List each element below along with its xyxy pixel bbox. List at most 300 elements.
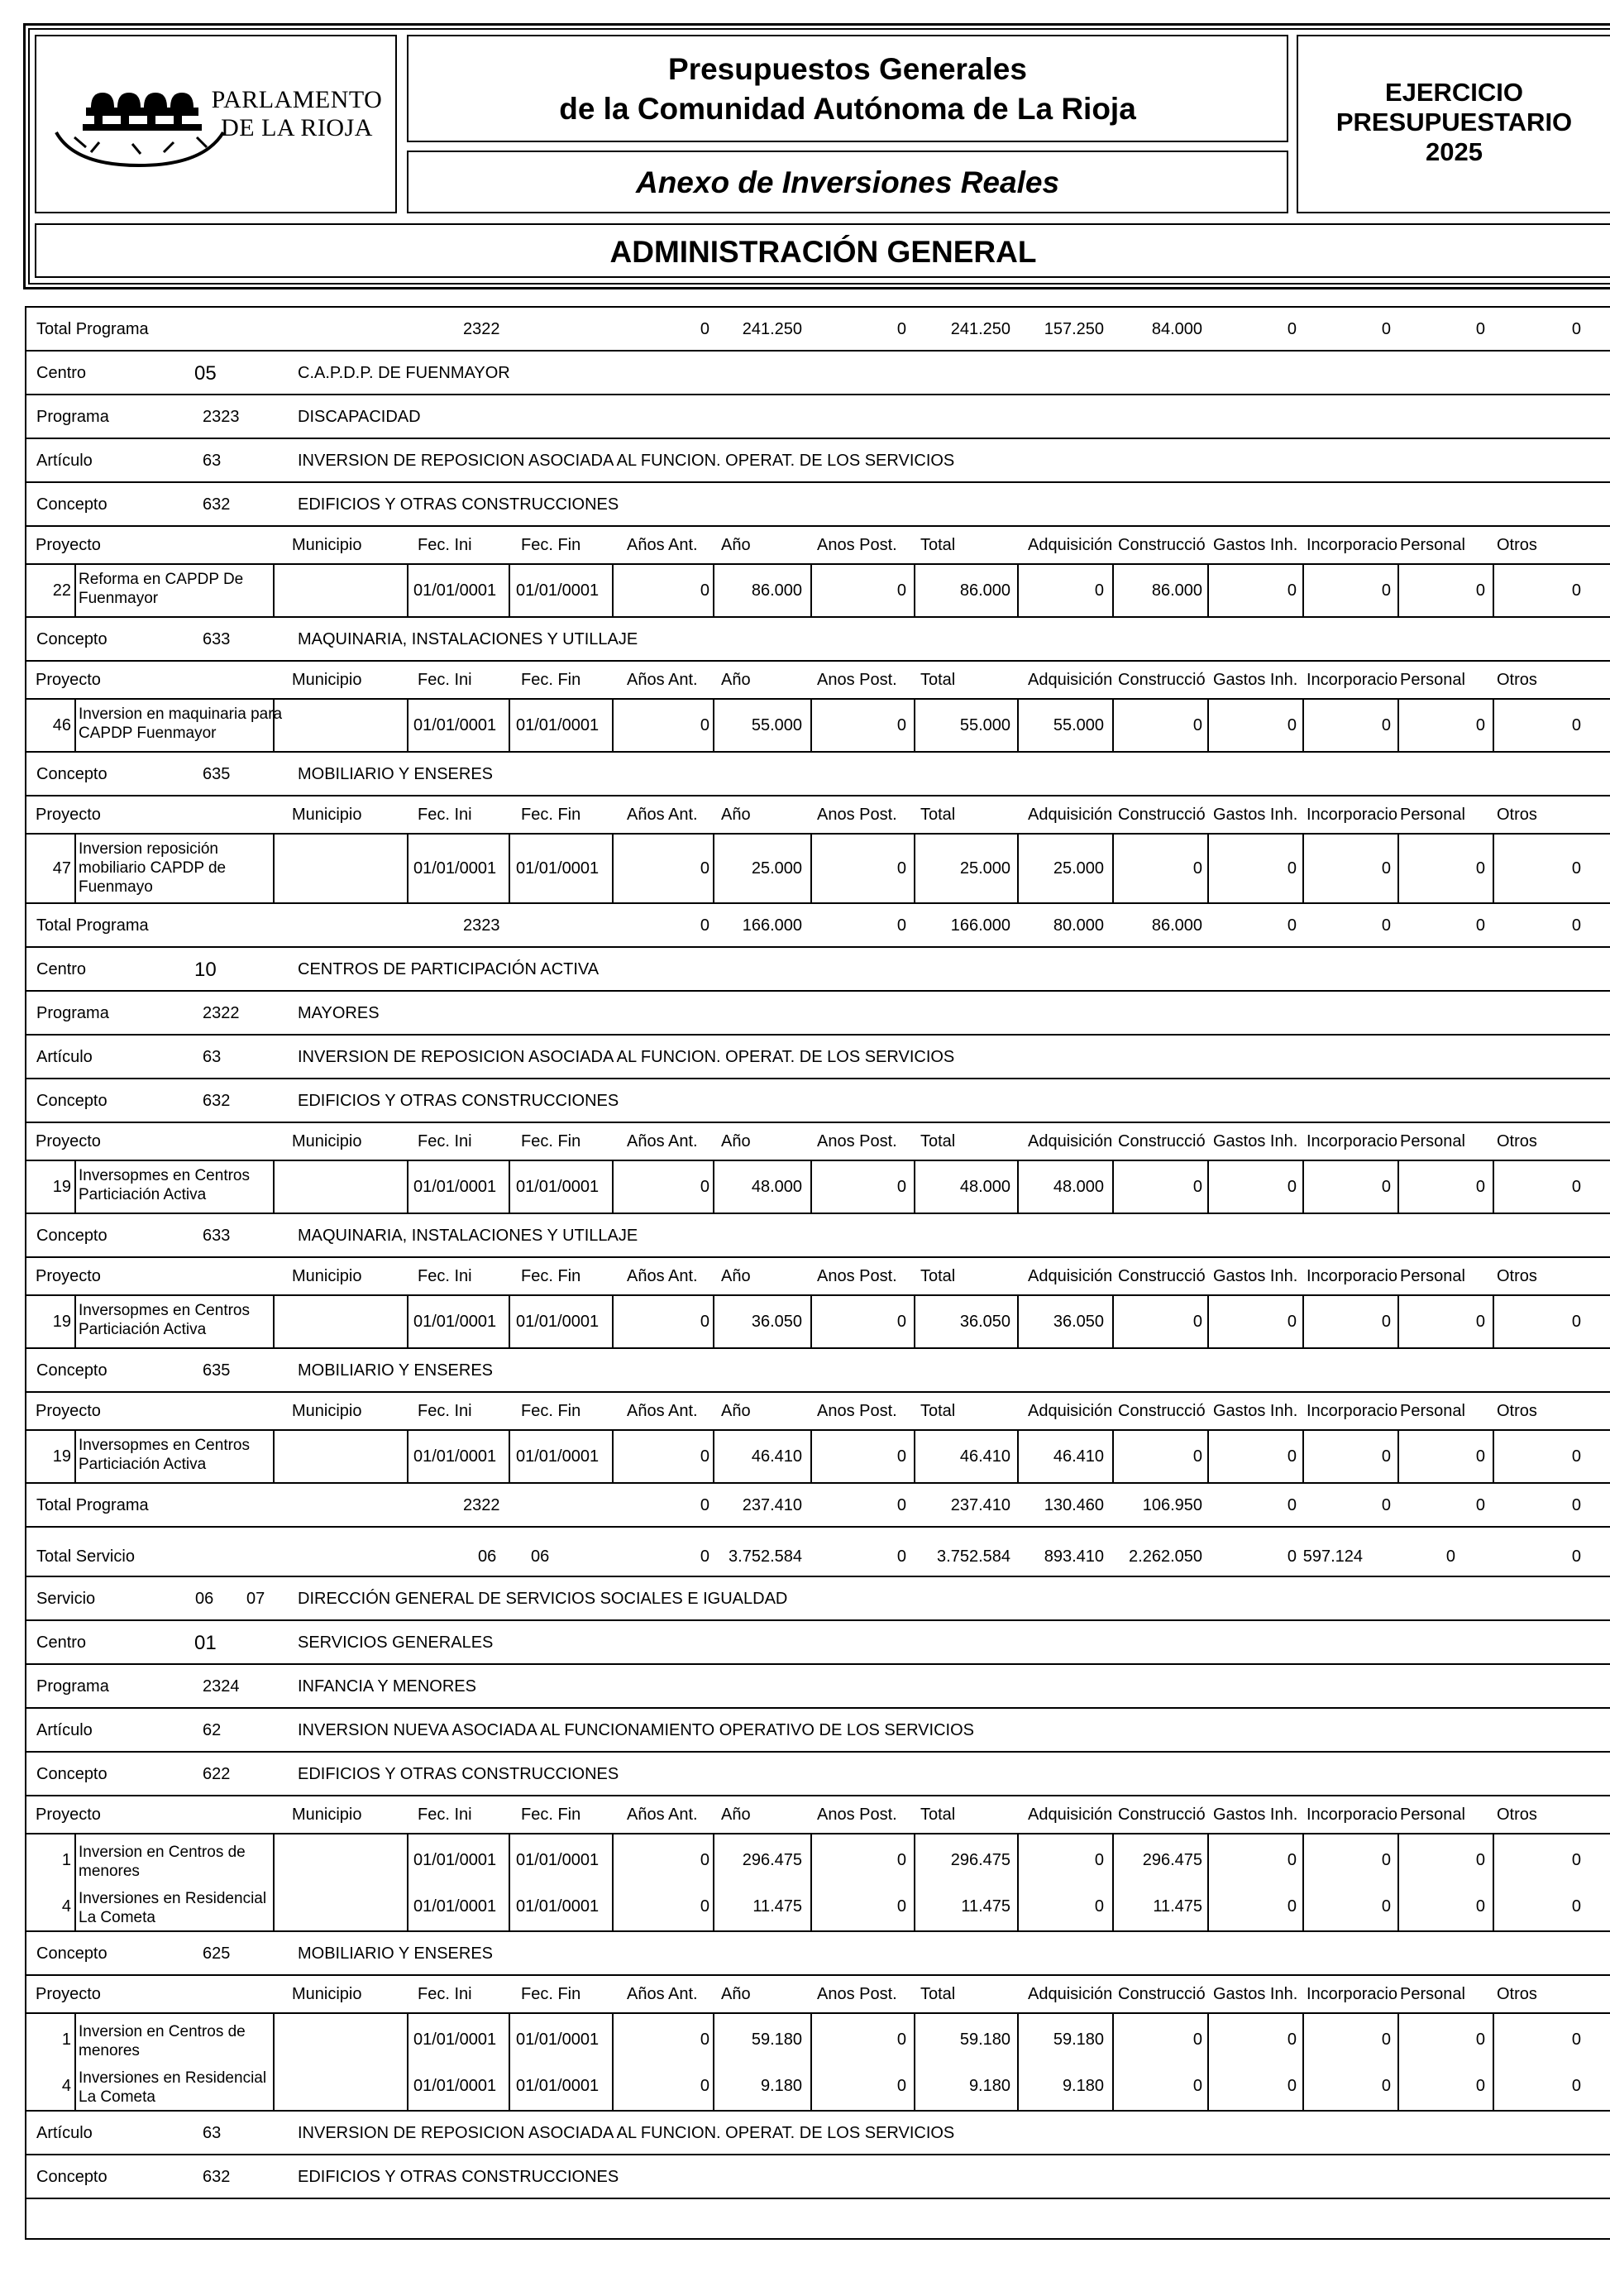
column-header: Años Ant. — [627, 1267, 698, 1285]
row-label: Artículo — [36, 452, 93, 470]
total-value-5: 86.000 — [1151, 916, 1202, 935]
column-divider — [713, 565, 714, 616]
table-row-proj2 — [25, 2014, 1610, 2112]
project-value-2: 0 — [896, 2031, 906, 2049]
total-value-8: 0 — [1475, 1496, 1485, 1514]
column-divider — [1302, 1431, 1304, 1482]
title-box — [407, 35, 1288, 142]
project-value-0: 0 — [700, 859, 709, 878]
column-header: Construcció — [1118, 806, 1206, 824]
column-divider — [1493, 1161, 1494, 1213]
column-divider — [1302, 1161, 1304, 1213]
project-value-5: 0 — [1192, 1178, 1202, 1196]
total-value-0: 0 — [700, 916, 709, 935]
column-divider — [810, 1296, 812, 1347]
row-code: 2322 — [203, 1004, 240, 1022]
row-code: 635 — [203, 765, 231, 783]
ejercicio-line1: EJERCICIO — [1384, 78, 1524, 107]
column-header: Total — [920, 1267, 956, 1285]
column-divider — [509, 1161, 510, 1213]
table-row-line — [25, 395, 1610, 439]
row-code: 633 — [203, 1227, 231, 1245]
project-start-date: 01/01/0001 — [413, 581, 497, 600]
column-header: Año — [721, 1985, 751, 2003]
project-value-6: 0 — [1287, 581, 1297, 600]
total-value-0: 0 — [700, 1496, 709, 1514]
row-description: MOBILIARIO Y ENSERES — [298, 765, 494, 783]
project-value-4: 0 — [1094, 1897, 1104, 1916]
project-value-4: 48.000 — [1053, 1178, 1104, 1196]
row-label: Concepto — [36, 1944, 107, 1963]
project-name: Inversion reposición mobiliario CAPDP de Fuenmayo — [79, 840, 227, 896]
project-value-3: 59.180 — [959, 2031, 1010, 2049]
project-name: Inversion en Centros de menores — [79, 1844, 246, 1880]
column-divider — [713, 1296, 714, 1347]
column-header: Otros — [1497, 1806, 1537, 1824]
column-divider — [1397, 565, 1399, 616]
total-code: 2322 — [463, 320, 500, 338]
column-divider — [74, 565, 76, 616]
total-value-6: 0 — [1287, 916, 1297, 935]
column-divider — [810, 1431, 812, 1482]
project-value-9: 0 — [1571, 1897, 1581, 1916]
column-divider — [914, 1834, 915, 1930]
column-divider — [1112, 565, 1114, 616]
table-row-line — [25, 1577, 1610, 1621]
column-header: Total — [920, 1985, 956, 2003]
column-header: Personal — [1400, 671, 1465, 689]
column-header: Años Ant. — [627, 1985, 698, 2003]
total-value-6: 0 — [1287, 320, 1297, 338]
column-divider — [612, 1161, 614, 1213]
column-divider — [1017, 1834, 1019, 1930]
project-name: Inversiones en Residencial La Cometa — [79, 1890, 267, 1926]
project-value-4: 36.050 — [1053, 1313, 1104, 1331]
column-header: Adquisición — [1028, 1806, 1113, 1824]
column-divider — [612, 565, 614, 616]
table-row-proj — [25, 1431, 1610, 1484]
column-header: Año — [721, 1402, 751, 1420]
project-value-0: 0 — [700, 2031, 709, 2049]
total-value-7: 597.124 — [1302, 1547, 1363, 1566]
column-header: Fec. Fin — [521, 536, 581, 554]
total-value-4: 130.460 — [1044, 1496, 1104, 1514]
project-value-6: 0 — [1287, 2077, 1297, 2095]
column-divider — [612, 1834, 614, 1930]
column-divider — [1493, 2014, 1494, 2110]
table-row-totalserv — [25, 1528, 1610, 1577]
column-header: Municipio — [292, 1132, 362, 1150]
column-divider — [74, 1161, 76, 1213]
project-value-1: 86.000 — [751, 581, 802, 600]
column-header: Otros — [1497, 1402, 1537, 1420]
row-description: C.A.P.D.P. DE FUENMAYOR — [298, 364, 510, 382]
column-divider — [74, 1834, 76, 1930]
row-description: SERVICIOS GENERALES — [298, 1634, 494, 1652]
project-value-7: 0 — [1381, 1447, 1391, 1466]
table-row-colhdr — [25, 662, 1610, 700]
column-divider — [74, 700, 76, 751]
column-header: Incorporacio — [1307, 1132, 1398, 1150]
table-row-line — [25, 753, 1610, 796]
column-header: Proyecto — [36, 1806, 101, 1824]
column-divider — [810, 835, 812, 902]
total-value-0: 0 — [700, 320, 709, 338]
column-header: Fec. Ini — [418, 806, 472, 824]
project-start-date: 01/01/0001 — [413, 2077, 497, 2095]
row-description: EDIFICIOS Y OTRAS CONSTRUCCIONES — [298, 1092, 619, 1110]
column-header: Total — [920, 1132, 956, 1150]
column-header: Anos Post. — [817, 806, 897, 824]
column-divider — [612, 700, 614, 751]
total-value-2: 0 — [896, 1547, 906, 1566]
table-row-line — [25, 1036, 1610, 1079]
column-header: Municipio — [292, 1806, 362, 1824]
table-row-colhdr — [25, 1393, 1610, 1431]
project-value-4: 9.180 — [1062, 2077, 1104, 2095]
column-divider — [1017, 700, 1019, 751]
project-value-1: 25.000 — [751, 859, 802, 878]
column-header: Personal — [1400, 1402, 1465, 1420]
row-label: Programa — [36, 1677, 109, 1696]
project-value-0: 0 — [700, 1313, 709, 1331]
column-header: Municipio — [292, 1402, 362, 1420]
table-row-total — [25, 1484, 1610, 1528]
section-box — [35, 223, 1610, 278]
column-divider — [713, 2014, 714, 2110]
project-value-1: 296.475 — [742, 1851, 802, 1869]
column-header: Incorporacio — [1307, 1806, 1398, 1824]
column-header: Fec. Fin — [521, 1132, 581, 1150]
table-row-line — [25, 1932, 1610, 1976]
column-divider — [1493, 1834, 1494, 1930]
column-header: Proyecto — [36, 1985, 101, 2003]
column-header: Anos Post. — [817, 1985, 897, 2003]
row-label: Concepto — [36, 2168, 107, 2186]
project-number: 47 — [52, 859, 71, 878]
row-description: MOBILIARIO Y ENSERES — [298, 1944, 494, 1963]
project-end-date: 01/01/0001 — [516, 1178, 600, 1196]
project-value-7: 0 — [1381, 716, 1391, 734]
total-value-4: 893.410 — [1044, 1547, 1104, 1566]
total-code: 06 — [478, 1547, 497, 1566]
total-label: Total Programa — [36, 916, 149, 935]
column-header: Anos Post. — [817, 1267, 897, 1285]
project-end-date: 01/01/0001 — [516, 1313, 600, 1331]
total-value-7: 0 — [1381, 320, 1391, 338]
row-description: MAQUINARIA, INSTALACIONES Y UTILLAJE — [298, 630, 638, 648]
column-divider — [407, 700, 408, 751]
project-value-0: 0 — [700, 1178, 709, 1196]
row-label: Concepto — [36, 1361, 107, 1380]
column-header: Fec. Fin — [521, 1402, 581, 1420]
total-label: Total Programa — [36, 320, 149, 338]
column-divider — [407, 1296, 408, 1347]
column-divider — [810, 2014, 812, 2110]
project-value-2: 0 — [896, 859, 906, 878]
project-value-2: 0 — [896, 581, 906, 600]
column-divider — [407, 1431, 408, 1482]
table-row-proj — [25, 565, 1610, 618]
column-header: Año — [721, 1132, 751, 1150]
column-header: Años Ant. — [627, 536, 698, 554]
project-value-3: 9.180 — [968, 2077, 1010, 2095]
project-value-3: 86.000 — [959, 581, 1010, 600]
project-number: 22 — [52, 581, 71, 600]
project-end-date: 01/01/0001 — [516, 716, 600, 734]
column-divider — [74, 1296, 76, 1347]
column-header: Municipio — [292, 806, 362, 824]
column-divider — [1112, 1296, 1114, 1347]
total-value-2: 0 — [896, 916, 906, 935]
project-value-2: 0 — [896, 1447, 906, 1466]
total-value-8: 0 — [1445, 1547, 1455, 1566]
org-line1: PARLAMENTO — [211, 86, 383, 113]
project-value-6: 0 — [1287, 2031, 1297, 2049]
project-value-1: 48.000 — [751, 1178, 802, 1196]
project-value-9: 0 — [1571, 859, 1581, 878]
project-value-9: 0 — [1571, 2077, 1581, 2095]
column-divider — [612, 1296, 614, 1347]
column-divider — [1112, 835, 1114, 902]
total-value-2: 0 — [896, 1496, 906, 1514]
column-divider — [1112, 700, 1114, 751]
column-header: Gastos Inh. — [1213, 806, 1298, 824]
total-value-7: 0 — [1381, 916, 1391, 935]
column-divider — [1397, 835, 1399, 902]
column-header: Personal — [1400, 806, 1465, 824]
row-description: INVERSION DE REPOSICION ASOCIADA AL FUNCION. OPERAT. DE LOS SERVICIOS — [298, 2124, 955, 2142]
column-divider — [509, 565, 510, 616]
column-header: Total — [920, 536, 956, 554]
project-number: 4 — [61, 2077, 71, 2095]
project-value-3: 55.000 — [959, 716, 1010, 734]
row-code: 63 — [203, 2124, 222, 2142]
column-header: Municipio — [292, 671, 362, 689]
table-row-line — [25, 2155, 1610, 2199]
column-header: Gastos Inh. — [1213, 1985, 1298, 2003]
project-name: Inversopmes en Centros Particiación Activa — [79, 1437, 250, 1473]
project-value-8: 0 — [1475, 2031, 1485, 2049]
project-value-4: 46.410 — [1053, 1447, 1104, 1466]
column-divider — [713, 1834, 714, 1930]
project-value-8: 0 — [1475, 716, 1485, 734]
total-value-4: 157.250 — [1044, 320, 1104, 338]
project-value-9: 0 — [1571, 1851, 1581, 1869]
column-header: Fec. Fin — [521, 1985, 581, 2003]
total-label: Total Servicio — [36, 1547, 135, 1566]
total-value-8: 0 — [1475, 916, 1485, 935]
column-divider — [1493, 700, 1494, 751]
column-header: Personal — [1400, 1132, 1465, 1150]
column-header: Proyecto — [36, 1402, 101, 1420]
column-header: Personal — [1400, 1806, 1465, 1824]
org-line2: DE LA RIOJA — [221, 114, 373, 141]
column-header: Construcció — [1118, 1132, 1206, 1150]
project-value-8: 0 — [1475, 1313, 1485, 1331]
column-header: Personal — [1400, 1267, 1465, 1285]
total-code2: 06 — [531, 1547, 550, 1566]
project-value-5: 0 — [1192, 1313, 1202, 1331]
column-header: Fec. Ini — [418, 1132, 472, 1150]
column-header: Fec. Ini — [418, 671, 472, 689]
total-value-9: 0 — [1571, 1496, 1581, 1514]
row-label: Artículo — [36, 1721, 93, 1739]
project-start-date: 01/01/0001 — [413, 2031, 497, 2049]
table-row-colhdr — [25, 1976, 1610, 2014]
column-header: Años Ant. — [627, 1402, 698, 1420]
column-header: Año — [721, 806, 751, 824]
project-value-3: 11.475 — [961, 1897, 1010, 1916]
column-header: Anos Post. — [817, 1806, 897, 1824]
project-start-date: 01/01/0001 — [413, 1897, 497, 1916]
table-row-colhdr — [25, 1796, 1610, 1834]
column-header: Total — [920, 671, 956, 689]
column-header: Años Ant. — [627, 1806, 698, 1824]
total-value-5: 84.000 — [1151, 320, 1202, 338]
column-divider — [713, 700, 714, 751]
column-header: Incorporacio — [1307, 1402, 1398, 1420]
column-header: Años Ant. — [627, 806, 698, 824]
column-header: Total — [920, 1806, 956, 1824]
project-value-3: 296.475 — [950, 1851, 1010, 1869]
column-header: Incorporacio — [1307, 536, 1398, 554]
row-code2: 07 — [246, 1590, 265, 1608]
column-header: Otros — [1497, 671, 1537, 689]
project-value-6: 0 — [1287, 1313, 1297, 1331]
column-header: Proyecto — [36, 536, 101, 554]
project-end-date: 01/01/0001 — [516, 581, 600, 600]
column-header: Adquisición — [1028, 1267, 1113, 1285]
total-value-0: 0 — [700, 1547, 709, 1566]
project-value-3: 25.000 — [959, 859, 1010, 878]
project-value-7: 0 — [1381, 581, 1391, 600]
subtitle: Anexo de Inversiones Reales — [635, 165, 1060, 199]
column-header: Año — [721, 1267, 751, 1285]
row-description: EDIFICIOS Y OTRAS CONSTRUCCIONES — [298, 495, 619, 514]
row-description: DISCAPACIDAD — [298, 408, 421, 426]
column-header: Gastos Inh. — [1213, 1132, 1298, 1150]
column-divider — [1207, 1296, 1209, 1347]
row-label: Artículo — [36, 1048, 93, 1066]
column-divider — [810, 1161, 812, 1213]
project-value-3: 36.050 — [959, 1313, 1010, 1331]
column-divider — [1397, 2014, 1399, 2110]
project-number: 4 — [61, 1897, 71, 1916]
column-header: Años Ant. — [627, 671, 698, 689]
column-divider — [1112, 2014, 1114, 2110]
table-row-line — [25, 1709, 1610, 1753]
project-value-8: 0 — [1475, 2077, 1485, 2095]
column-divider — [612, 835, 614, 902]
column-divider — [1493, 1431, 1494, 1482]
total-label: Total Programa — [36, 1496, 149, 1514]
project-number: 1 — [61, 1851, 71, 1869]
table-row-proj3 — [25, 835, 1610, 904]
column-divider — [1112, 1834, 1114, 1930]
column-divider — [713, 1161, 714, 1213]
column-divider — [1017, 565, 1019, 616]
column-header: Otros — [1497, 1132, 1537, 1150]
table-row-line — [25, 948, 1610, 992]
row-code: 622 — [203, 1765, 231, 1783]
project-value-0: 0 — [700, 1897, 709, 1916]
column-header: Fec. Fin — [521, 1806, 581, 1824]
total-code: 2323 — [463, 916, 500, 935]
column-header: Adquisición — [1028, 1132, 1113, 1150]
row-label: Artículo — [36, 2124, 93, 2142]
project-value-1: 36.050 — [751, 1313, 802, 1331]
project-value-3: 48.000 — [959, 1178, 1010, 1196]
row-description: DIRECCIÓN GENERAL DE SERVICIOS SOCIALES E IGUALDAD — [298, 1590, 788, 1608]
project-value-2: 0 — [896, 1851, 906, 1869]
column-divider — [407, 1161, 408, 1213]
column-header: Gastos Inh. — [1213, 1402, 1298, 1420]
project-value-9: 0 — [1571, 2031, 1581, 2049]
project-end-date: 01/01/0001 — [516, 859, 600, 878]
project-value-5: 296.475 — [1142, 1851, 1202, 1869]
column-header: Gastos Inh. — [1213, 1806, 1298, 1824]
column-divider — [1302, 2014, 1304, 2110]
row-label: Concepto — [36, 495, 107, 514]
project-end-date: 01/01/0001 — [516, 1447, 600, 1466]
project-value-6: 0 — [1287, 859, 1297, 878]
column-header: Proyecto — [36, 1132, 101, 1150]
column-header: Fec. Ini — [418, 1806, 472, 1824]
total-value-6: 0 — [1287, 1547, 1297, 1566]
column-divider — [1207, 565, 1209, 616]
column-header: Anos Post. — [817, 1132, 897, 1150]
column-header: Adquisición — [1028, 806, 1113, 824]
row-code: 05 — [194, 362, 217, 385]
total-value-2: 0 — [896, 320, 906, 338]
row-code: 01 — [194, 1632, 217, 1654]
project-value-6: 0 — [1287, 716, 1297, 734]
column-header: Fec. Ini — [418, 1402, 472, 1420]
total-value-4: 80.000 — [1053, 916, 1104, 935]
column-header: Adquisición — [1028, 1985, 1113, 2003]
column-header: Gastos Inh. — [1213, 1267, 1298, 1285]
project-value-7: 0 — [1381, 1851, 1391, 1869]
row-description: MOBILIARIO Y ENSERES — [298, 1361, 494, 1380]
column-divider — [1207, 1431, 1209, 1482]
column-header: Total — [920, 806, 956, 824]
column-header: Construcció — [1118, 1806, 1206, 1824]
column-divider — [914, 1296, 915, 1347]
table-row-colhdr — [25, 796, 1610, 835]
column-header: Fec. Ini — [418, 1985, 472, 2003]
table-row-total — [25, 308, 1610, 352]
column-header: Anos Post. — [817, 536, 897, 554]
project-end-date: 01/01/0001 — [516, 2077, 600, 2095]
column-divider — [1017, 1431, 1019, 1482]
column-divider — [509, 2014, 510, 2110]
total-value-1: 166.000 — [742, 916, 802, 935]
row-code: 632 — [203, 495, 231, 514]
project-number: 46 — [52, 716, 71, 734]
project-value-0: 0 — [700, 581, 709, 600]
row-code: 2324 — [203, 1677, 240, 1696]
column-divider — [713, 1431, 714, 1482]
column-header: Personal — [1400, 1985, 1465, 2003]
column-divider — [509, 835, 510, 902]
total-value-9: 0 — [1571, 320, 1581, 338]
column-header: Año — [721, 536, 751, 554]
column-header: Adquisición — [1028, 1402, 1113, 1420]
table-row-line — [25, 483, 1610, 527]
project-value-9: 0 — [1571, 581, 1581, 600]
ejercicio-year: 2025 — [1426, 137, 1483, 166]
